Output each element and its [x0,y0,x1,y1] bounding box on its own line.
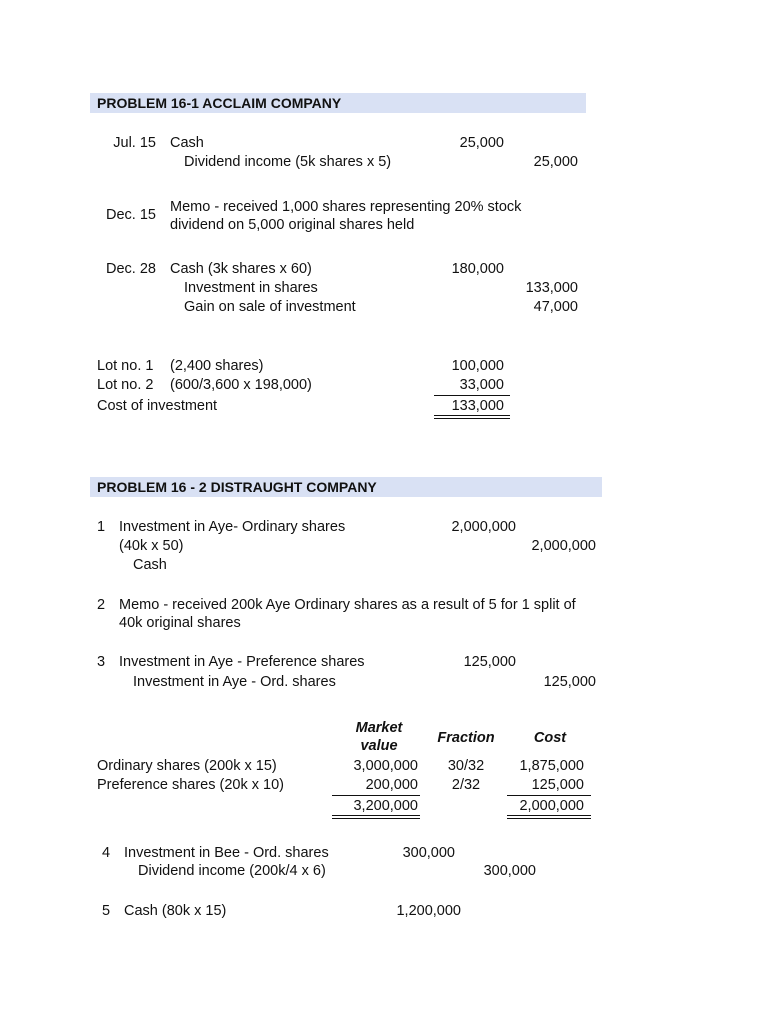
entry3-debit-account: Investment in Aye - Preference shares [119,654,365,670]
cost-of-investment-amount: 133,000 [451,398,504,414]
alloc-market-total-double-rule [332,815,420,819]
dec28-credit1-amount: 133,000 [525,280,578,296]
dec15-memo-line2: dividend on 5,000 original shares held [170,217,415,233]
lot1-desc: (2,400 shares) [170,358,264,374]
dec28-credit1-account: Investment in shares [184,280,318,296]
entry3-debit-amount: 125,000 [463,654,516,670]
alloc-row2-cost: 125,000 [531,777,584,793]
entry1-detail: (40k x 50) [119,538,184,554]
dec28-debit-amount: 180,000 [451,261,504,277]
entry3-credit-account: Investment in Aye - Ord. shares [133,674,336,690]
entry3-number: 3 [97,654,106,670]
entry4-credit-amount: 300,000 [483,863,536,879]
alloc-row1-label: Ordinary shares (200k x 15) [97,758,277,774]
problem-16-1-header [90,93,586,113]
entry1-debit-account: Investment in Aye- Ordinary shares [119,519,346,535]
jul15-credit-account: Dividend income (5k shares x 5) [184,154,392,170]
entry4-number: 4 [102,845,111,861]
problem-16-1-title: PROBLEM 16-1 ACCLAIM COMPANY [97,95,342,111]
entry3-credit-amount: 125,000 [543,674,596,690]
entry1-debit-amount: 2,000,000 [451,519,516,535]
lot2-amount: 33,000 [459,377,504,393]
problem-16-2-title: PROBLEM 16 - 2 DISTRAUGHT COMPANY [97,479,377,495]
alloc-market-subtotal-rule [332,795,420,796]
entry4-debit-account: Investment in Bee - Ord. shares [124,845,329,861]
entry2-memo-line1: Memo - received 200k Aye Ordinary shares as a result of 5 for 1 split of [119,597,576,613]
alloc-total-market: 3,200,000 [353,798,418,814]
lot2-label: Lot no. 2 [97,377,154,393]
lot1-amount: 100,000 [451,358,504,374]
jul15-debit-account: Cash [170,135,204,151]
jul15-date: Jul. 15 [113,135,156,151]
dec15-date: Dec. 15 [106,207,156,223]
dec28-debit-account: Cash (3k shares x 60) [170,261,312,277]
entry1-number: 1 [97,519,106,535]
entry5-number: 5 [102,903,111,919]
problem-16-2-header [90,477,602,497]
entry5-debit-amount: 1,200,000 [396,903,461,919]
lots-total-double-rule [434,415,510,419]
alloc-row1-market: 3,000,000 [353,758,418,774]
entry2-memo-line2: 40k original shares [119,615,241,631]
alloc-header-fraction: Fraction [437,730,495,746]
entry4-debit-amount: 300,000 [402,845,455,861]
alloc-row1-cost: 1,875,000 [519,758,584,774]
jul15-credit-amount: 25,000 [533,154,578,170]
jul15-debit-amount: 25,000 [459,135,504,151]
alloc-row2-market: 200,000 [365,777,418,793]
entry1-credit-amount: 2,000,000 [531,538,596,554]
entry2-number: 2 [97,597,106,613]
alloc-row2-fraction: 2/32 [451,777,481,793]
alloc-header-cost: Cost [533,730,567,746]
lot1-label: Lot no. 1 [97,358,154,374]
lots-subtotal-rule [434,395,510,396]
alloc-cost-subtotal-rule [507,795,591,796]
alloc-row2-label: Preference shares (20k x 10) [97,777,284,793]
entry1-credit-account: Cash [133,557,167,573]
alloc-header-market-line2: value [360,738,398,754]
entry4-credit-account: Dividend income (200k/4 x 6) [138,863,326,879]
dec15-memo-line1: Memo - received 1,000 shares representing 20% stock [170,199,522,215]
alloc-header-market-line1: Market [355,720,403,736]
dec28-date: Dec. 28 [106,261,156,277]
alloc-total-cost: 2,000,000 [519,798,584,814]
entry5-debit-account: Cash (80k x 15) [124,903,227,919]
dec28-credit2-amount: 47,000 [533,299,578,315]
alloc-cost-total-double-rule [507,815,591,819]
dec28-credit2-account: Gain on sale of investment [184,299,356,315]
cost-of-investment-label: Cost of investment [97,398,218,414]
alloc-row1-fraction: 30/32 [447,758,485,774]
lot2-desc: (600/3,600 x 198,000) [170,377,312,393]
